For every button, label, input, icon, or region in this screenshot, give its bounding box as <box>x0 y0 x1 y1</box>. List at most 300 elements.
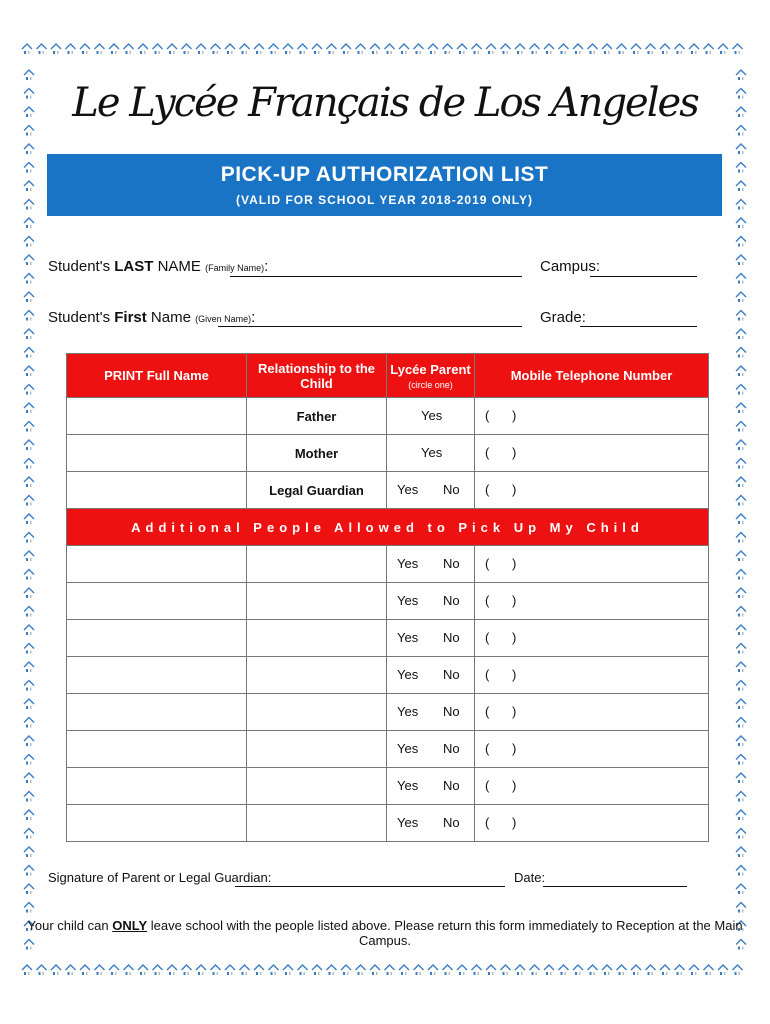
lycee-parent-cell[interactable] <box>387 583 475 620</box>
house-icon <box>124 44 134 54</box>
house-icon <box>573 965 583 975</box>
house-icon <box>660 965 670 975</box>
first-name-input[interactable] <box>218 326 522 327</box>
house-icon <box>646 44 656 54</box>
phone-cell[interactable] <box>475 731 709 768</box>
parent-row <box>67 398 709 435</box>
additional-person-row <box>67 805 709 842</box>
lycee-parent-cell[interactable] <box>387 731 475 768</box>
phone-cell[interactable] <box>475 398 709 435</box>
relationship-cell[interactable] <box>247 620 387 657</box>
no-option[interactable]: No <box>443 482 460 497</box>
house-icon <box>704 965 714 975</box>
house-icon <box>675 965 685 975</box>
house-icon <box>399 44 409 54</box>
house-icon <box>675 44 685 54</box>
area-code-close: ) <box>512 704 517 719</box>
house-icon <box>588 44 598 54</box>
house-icon <box>736 181 746 191</box>
date-label: Date: <box>514 870 546 885</box>
house-icon <box>718 965 728 975</box>
additional-person-row <box>67 657 709 694</box>
house-icon <box>443 965 453 975</box>
col-header-name: PRINT Full Name <box>67 354 247 398</box>
house-icon <box>24 681 34 691</box>
house-icon <box>736 718 746 728</box>
relationship-cell[interactable] <box>247 546 387 583</box>
house-icon <box>501 44 511 54</box>
area-code-close: ) <box>512 667 517 682</box>
first-name-suffix: Name <box>146 309 196 326</box>
relationship-cell[interactable] <box>247 657 387 694</box>
house-icon <box>80 44 90 54</box>
name-cell[interactable] <box>67 768 247 805</box>
yes-option[interactable]: Yes <box>397 482 419 497</box>
house-icon <box>167 44 177 54</box>
house-icon <box>736 348 746 358</box>
house-icon <box>24 533 34 543</box>
relationship-cell[interactable] <box>247 805 387 842</box>
house-icon <box>736 274 746 284</box>
no-option[interactable]: No <box>443 556 460 571</box>
house-icon <box>37 965 47 975</box>
yes-option[interactable]: Yes <box>397 778 419 793</box>
house-icon <box>736 792 746 802</box>
area-code-close: ) <box>512 408 517 423</box>
house-icon <box>559 965 569 975</box>
name-cell[interactable] <box>67 546 247 583</box>
house-icon <box>153 965 163 975</box>
house-icon <box>327 44 337 54</box>
house-icon <box>24 514 34 524</box>
house-icon <box>24 311 34 321</box>
name-cell[interactable] <box>67 805 247 842</box>
lycee-parent-label: Lycée Parent <box>390 361 471 377</box>
house-icon <box>736 625 746 635</box>
area-code-open: ( <box>485 667 490 682</box>
phone-cell[interactable] <box>475 583 709 620</box>
phone-cell[interactable] <box>475 657 709 694</box>
house-icon <box>736 477 746 487</box>
house-icon <box>602 965 612 975</box>
house-icon <box>736 422 746 432</box>
house-icon <box>51 965 61 975</box>
house-icon <box>530 965 540 975</box>
house-icon <box>736 255 746 265</box>
first-name-emph: First <box>114 309 147 326</box>
house-icon <box>24 366 34 376</box>
lycee-parent-cell[interactable] <box>387 435 475 472</box>
area-code-close: ) <box>512 741 517 756</box>
house-icon <box>24 644 34 654</box>
house-icon <box>109 965 119 975</box>
house-icon <box>138 965 148 975</box>
house-icon <box>457 44 467 54</box>
phone-cell[interactable] <box>475 472 709 509</box>
house-icon <box>211 965 221 975</box>
additional-person-row <box>67 546 709 583</box>
house-icon <box>182 965 192 975</box>
name-cell[interactable] <box>67 620 247 657</box>
house-icon <box>472 44 482 54</box>
relationship-cell[interactable] <box>247 731 387 768</box>
last-name-label <box>48 258 268 275</box>
house-icon <box>24 699 34 709</box>
house-icon <box>312 44 322 54</box>
yes-option[interactable]: Yes <box>397 815 419 830</box>
no-option[interactable]: No <box>443 704 460 719</box>
house-icon <box>428 44 438 54</box>
date-input[interactable] <box>543 886 687 887</box>
house-icon <box>689 44 699 54</box>
no-option[interactable]: No <box>443 815 460 830</box>
title-banner <box>47 154 722 216</box>
phone-cell[interactable] <box>475 768 709 805</box>
name-cell[interactable] <box>67 583 247 620</box>
area-code-close: ) <box>512 556 517 571</box>
yes-option[interactable]: Yes <box>421 445 443 460</box>
house-icon <box>124 965 134 975</box>
yes-option[interactable]: Yes <box>397 630 419 645</box>
area-code-close: ) <box>512 482 517 497</box>
name-cell[interactable] <box>67 472 247 509</box>
page-subtitle: (VALID FOR SCHOOL YEAR 2018-2019 ONLY) <box>236 193 533 207</box>
parent-row <box>67 435 709 472</box>
area-code-close: ) <box>512 593 517 608</box>
house-icon <box>736 847 746 857</box>
house-icon <box>736 200 746 210</box>
lycee-parent-cell[interactable] <box>387 805 475 842</box>
name-cell[interactable] <box>67 657 247 694</box>
house-icon <box>736 810 746 820</box>
house-icon <box>24 126 34 136</box>
house-icon <box>515 44 525 54</box>
area-code-open: ( <box>485 556 490 571</box>
house-icon <box>24 70 34 80</box>
house-icon <box>24 829 34 839</box>
first-name-label <box>48 309 255 326</box>
house-icon <box>24 255 34 265</box>
grade-input[interactable] <box>580 326 697 327</box>
additional-people-header: Additional People Allowed to Pick Up My Child <box>67 509 709 546</box>
house-icon <box>370 965 380 975</box>
phone-cell[interactable] <box>475 620 709 657</box>
house-icon <box>22 965 32 975</box>
house-icon <box>24 551 34 561</box>
house-icon <box>370 44 380 54</box>
house-icon <box>24 718 34 728</box>
house-icon <box>95 44 105 54</box>
house-icon <box>51 44 61 54</box>
house-icon <box>24 496 34 506</box>
no-option[interactable]: No <box>443 667 460 682</box>
house-icon <box>736 292 746 302</box>
phone-cell[interactable] <box>475 546 709 583</box>
yes-option[interactable]: Yes <box>397 704 419 719</box>
house-icon <box>24 459 34 469</box>
additional-person-row <box>67 731 709 768</box>
house-icon <box>660 44 670 54</box>
house-icon <box>24 810 34 820</box>
house-icon <box>22 44 32 54</box>
house-icon <box>631 44 641 54</box>
footer-after: leave school with the people listed above. Please return this form immediately to Reception at the Main Campus. <box>147 918 743 948</box>
house-icon <box>24 348 34 358</box>
area-code-close: ) <box>512 815 517 830</box>
house-icon <box>327 965 337 975</box>
house-icon <box>736 829 746 839</box>
name-cell[interactable] <box>67 435 247 472</box>
yes-option[interactable]: Yes <box>397 593 419 608</box>
house-icon <box>24 662 34 672</box>
lycee-parent-cell[interactable] <box>387 657 475 694</box>
house-icon <box>385 965 395 975</box>
house-icon <box>24 440 34 450</box>
house-icon <box>736 218 746 228</box>
relationship-cell: Father <box>247 398 387 435</box>
area-code-open: ( <box>485 741 490 756</box>
house-icon <box>414 965 424 975</box>
house-icon <box>24 329 34 339</box>
area-code-open: ( <box>485 704 490 719</box>
house-icon <box>24 736 34 746</box>
house-icon <box>24 866 34 876</box>
first-name-prefix: Student's <box>48 309 115 326</box>
house-icon <box>283 44 293 54</box>
no-option[interactable]: No <box>443 778 460 793</box>
house-icon <box>486 44 496 54</box>
lycee-parent-cell[interactable] <box>387 546 475 583</box>
relationship-cell[interactable] <box>247 694 387 731</box>
house-icon <box>24 292 34 302</box>
house-icon <box>341 965 351 975</box>
house-icon <box>24 847 34 857</box>
house-icon <box>240 44 250 54</box>
house-icon <box>66 44 76 54</box>
name-cell[interactable] <box>67 398 247 435</box>
house-icon <box>225 44 235 54</box>
house-icon <box>24 385 34 395</box>
house-icon <box>736 903 746 913</box>
house-icon <box>153 44 163 54</box>
yes-option[interactable]: Yes <box>397 741 419 756</box>
house-icon <box>24 181 34 191</box>
house-icon <box>240 965 250 975</box>
house-icon <box>196 44 206 54</box>
house-icon <box>269 44 279 54</box>
pickup-table <box>66 353 709 842</box>
house-icon <box>544 44 554 54</box>
name-cell[interactable] <box>67 731 247 768</box>
additional-person-row <box>67 694 709 731</box>
house-icon <box>486 965 496 975</box>
house-icon <box>24 144 34 154</box>
house-icon <box>501 965 511 975</box>
lycee-parent-cell[interactable] <box>387 768 475 805</box>
house-icon <box>736 755 746 765</box>
house-icon <box>736 163 746 173</box>
house-icon <box>733 965 743 975</box>
house-icon <box>167 965 177 975</box>
house-icon <box>24 607 34 617</box>
col-header-phone: Mobile Telephone Number <box>475 354 709 398</box>
yes-option[interactable]: Yes <box>397 667 419 682</box>
area-code-open: ( <box>485 445 490 460</box>
house-icon <box>689 965 699 975</box>
footer-before: Your child can <box>27 918 113 933</box>
house-icon <box>736 403 746 413</box>
col-header-relationship: Relationship to the Child <box>247 354 387 398</box>
area-code-close: ) <box>512 445 517 460</box>
house-icon <box>530 44 540 54</box>
house-icon <box>736 866 746 876</box>
house-icon <box>196 965 206 975</box>
house-icon <box>24 625 34 635</box>
additional-person-row <box>67 620 709 657</box>
house-icon <box>736 662 746 672</box>
page-title: PICK-UP AUTHORIZATION LIST <box>220 163 549 186</box>
house-icon <box>617 44 627 54</box>
relationship-cell[interactable] <box>247 768 387 805</box>
house-icon <box>472 965 482 975</box>
house-icon <box>80 965 90 975</box>
house-icon <box>24 274 34 284</box>
last-name-input[interactable] <box>230 276 522 277</box>
campus-input[interactable] <box>590 276 697 277</box>
house-icon <box>736 588 746 598</box>
last-name-prefix: Student's <box>48 258 115 275</box>
house-icon <box>736 366 746 376</box>
house-icon <box>736 681 746 691</box>
area-code-open: ( <box>485 593 490 608</box>
house-icon <box>341 44 351 54</box>
house-icon <box>24 570 34 580</box>
additional-person-row <box>67 583 709 620</box>
house-icon <box>225 965 235 975</box>
house-icon <box>109 44 119 54</box>
house-icon <box>24 773 34 783</box>
house-icon <box>298 44 308 54</box>
house-icon <box>24 477 34 487</box>
lycee-parent-cell[interactable] <box>387 694 475 731</box>
last-name-hint: (Family Name) <box>205 263 265 273</box>
house-icon <box>24 884 34 894</box>
area-code-open: ( <box>485 482 490 497</box>
house-icon <box>736 440 746 450</box>
lycee-parent-cell[interactable] <box>387 398 475 435</box>
house-icon <box>95 965 105 975</box>
parent-row <box>67 472 709 509</box>
house-icon <box>24 792 34 802</box>
house-icon <box>356 44 366 54</box>
house-icon <box>443 44 453 54</box>
signature-input[interactable] <box>235 886 505 887</box>
house-icon <box>298 965 308 975</box>
house-icon <box>736 329 746 339</box>
no-option[interactable]: No <box>443 630 460 645</box>
area-code-open: ( <box>485 815 490 830</box>
house-icon <box>736 311 746 321</box>
lycee-parent-cell[interactable] <box>387 620 475 657</box>
house-icon <box>66 965 76 975</box>
house-icon <box>283 965 293 975</box>
yes-option[interactable]: Yes <box>421 408 443 423</box>
house-icon <box>559 44 569 54</box>
house-icon <box>269 965 279 975</box>
house-icon <box>385 44 395 54</box>
no-option[interactable]: No <box>443 593 460 608</box>
house-icon <box>24 237 34 247</box>
relationship-cell[interactable] <box>247 583 387 620</box>
house-icon <box>414 44 424 54</box>
school-logo: Le Lycée Français de Los Angeles <box>72 80 698 126</box>
last-name-suffix: NAME <box>153 258 206 275</box>
house-icon <box>736 514 746 524</box>
area-code-open: ( <box>485 408 490 423</box>
campus-label: Campus: <box>540 258 601 275</box>
area-code-open: ( <box>485 630 490 645</box>
house-icon <box>24 755 34 765</box>
house-icon <box>736 884 746 894</box>
phone-cell[interactable] <box>475 435 709 472</box>
area-code-open: ( <box>485 778 490 793</box>
house-icon <box>211 44 221 54</box>
house-icon <box>37 44 47 54</box>
house-icon <box>544 965 554 975</box>
no-option[interactable]: No <box>443 741 460 756</box>
house-icon <box>736 644 746 654</box>
phone-cell[interactable] <box>475 694 709 731</box>
house-icon <box>24 218 34 228</box>
house-icon <box>736 70 746 80</box>
house-icon <box>312 965 322 975</box>
house-icon <box>736 551 746 561</box>
first-name-colon: : <box>251 309 256 326</box>
additional-people-header-row <box>67 509 709 546</box>
house-icon <box>617 965 627 975</box>
lycee-parent-cell[interactable] <box>387 472 475 509</box>
house-icon <box>733 44 743 54</box>
house-icon <box>646 965 656 975</box>
house-icon <box>736 385 746 395</box>
house-icon <box>736 237 746 247</box>
house-icon <box>736 144 746 154</box>
house-icon <box>736 570 746 580</box>
house-icon <box>718 44 728 54</box>
yes-option[interactable]: Yes <box>397 556 419 571</box>
house-icon <box>736 773 746 783</box>
house-icon <box>24 200 34 210</box>
house-icon <box>24 903 34 913</box>
circle-one-hint: (circle one) <box>408 379 453 390</box>
house-icon <box>24 163 34 173</box>
house-icon <box>254 965 264 975</box>
house-icon <box>573 44 583 54</box>
footer-note <box>0 918 770 948</box>
house-icon <box>24 588 34 598</box>
house-icon <box>399 965 409 975</box>
house-icon <box>736 736 746 746</box>
phone-cell[interactable] <box>475 805 709 842</box>
first-name-hint: (Given Name) <box>195 314 252 324</box>
additional-person-row <box>67 768 709 805</box>
col-header-lycee-parent <box>387 354 475 398</box>
footer-emph: ONLY <box>112 918 148 933</box>
house-icon <box>182 44 192 54</box>
house-icon <box>588 965 598 975</box>
name-cell[interactable] <box>67 694 247 731</box>
house-icon <box>736 607 746 617</box>
